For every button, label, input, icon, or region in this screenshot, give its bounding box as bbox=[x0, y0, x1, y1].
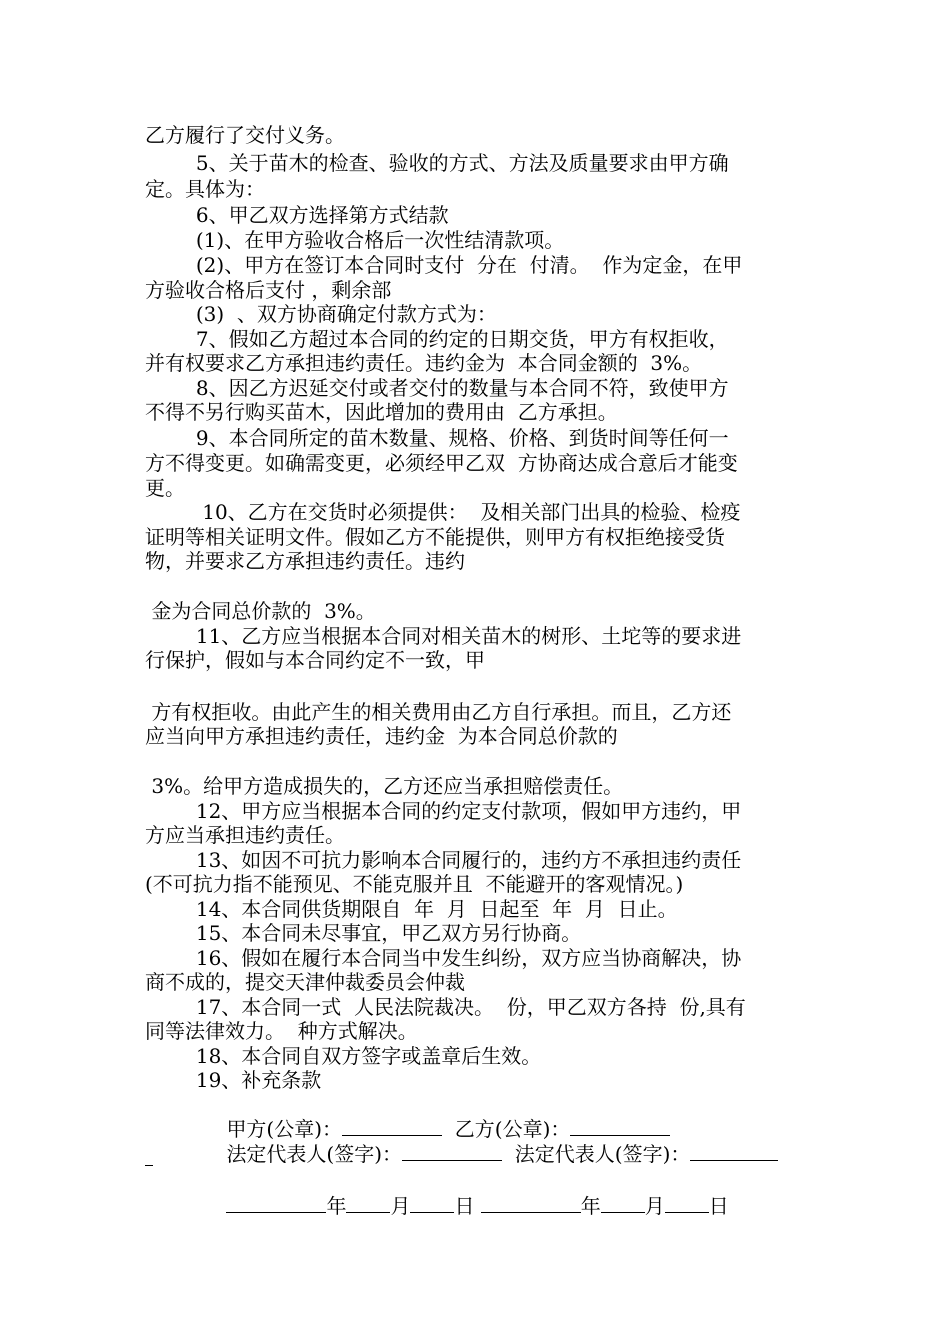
text-line: (2)、甲方在签订本合同时支付 分在 付清。 作为定金，在甲 bbox=[145, 253, 743, 277]
text-line: 商不成的，提交天津仲裁委员会仲裁 bbox=[145, 970, 465, 994]
day-label-a: 日 bbox=[454, 1194, 475, 1218]
text-line: 5、关于苗木的检查、验收的方式、方法及质量要求由甲方确 bbox=[145, 151, 729, 175]
party-a-rep-label: 法定代表人(签字)： bbox=[226, 1142, 403, 1166]
text-line: 并有权要求乙方承担违约责任。违约金为 本合同金额的 3%。 bbox=[145, 351, 703, 375]
party-a-rep-blank bbox=[402, 1142, 502, 1161]
text-line: 金为合同总价款的 3%。 bbox=[145, 599, 376, 623]
text-line: 14、本合同供货期限自 年 月 日起至 年 月 日止。 bbox=[145, 897, 678, 921]
day-label-b: 日 bbox=[708, 1194, 729, 1218]
year-label-b: 年 bbox=[580, 1194, 601, 1218]
text-line: 12、甲方应当根据本合同的约定支付款项，假如甲方违约，甲 bbox=[145, 799, 742, 823]
text-line: 方不得变更。如确需变更，必须经甲乙双 方协商达成合意后才能变 bbox=[145, 451, 738, 475]
text-line: 13、如因不可抗力影响本合同履行的，违约方不承担违约责任 bbox=[145, 848, 742, 872]
text-line: 17、本合同一式 人民法院裁决。 份，甲乙双方各持 份,具有 bbox=[145, 995, 746, 1019]
year-blank-a bbox=[226, 1194, 326, 1213]
month-blank-b bbox=[601, 1194, 645, 1213]
day-blank-b bbox=[665, 1194, 709, 1213]
text-line: (不可抗力指不能预见、不能克服并且 不能避开的客观情况。) bbox=[145, 872, 684, 896]
text-line: 方验收合格后支付 ，剩余部 bbox=[145, 278, 392, 302]
text-line: 应当向甲方承担违约责任，违约金 为本合同总价款的 bbox=[145, 724, 618, 748]
month-blank-a bbox=[346, 1194, 390, 1213]
text-line: 物，并要求乙方承担违约责任。违约 bbox=[145, 549, 465, 573]
day-blank-a bbox=[410, 1194, 454, 1213]
text-line: (1)、在甲方验收合格后一次性结清款项。 bbox=[145, 228, 565, 252]
date-line bbox=[201, 1170, 729, 1242]
text-line: 3%。给甲方造成损失的，乙方还应当承担赔偿责任。 bbox=[145, 774, 624, 798]
text-line: 11、乙方应当根据本合同对相关苗木的树形、土坨等的要求进 bbox=[145, 624, 742, 648]
text-line: 同等法律效力。 种方式解决。 bbox=[145, 1019, 418, 1043]
text-line: 行保护，假如与本合同约定不一致，甲 bbox=[145, 648, 485, 672]
text-line: 7、假如乙方超过本合同的约定的日期交货，甲方有权拒收， bbox=[145, 327, 729, 351]
month-label-b: 月 bbox=[644, 1194, 665, 1218]
text-line: 19、补充条款 bbox=[145, 1068, 322, 1092]
party-b-rep-label: 法定代表人(签字)： bbox=[514, 1142, 691, 1166]
text-line: 更。 bbox=[145, 476, 185, 500]
party-b-rep-blank bbox=[690, 1142, 778, 1161]
text-line: 8、因乙方迟延交付或者交付的数量与本合同不符，致使甲方 bbox=[145, 376, 729, 400]
text-line: 10、乙方在交货时必须提供： 及相关部门出具的检验、检疫 bbox=[145, 500, 741, 524]
party-b-seal-label: 乙方(公章)： bbox=[454, 1117, 571, 1141]
year-label-a: 年 bbox=[326, 1194, 347, 1218]
text-line: 定。具体为： bbox=[145, 177, 265, 201]
text-line: 证明等相关证明文件。假如乙方不能提供，则甲方有权拒绝接受货 bbox=[145, 525, 725, 549]
text-line: 不得不另行购买苗木，因此增加的费用由 乙方承担。 bbox=[145, 400, 618, 424]
text-line: 18、本合同自双方签字或盖章后生效。 bbox=[145, 1044, 542, 1068]
month-label-a: 月 bbox=[390, 1194, 411, 1218]
text-line: 方应当承担违约责任。 bbox=[145, 823, 345, 847]
text-line: 15、本合同未尽事宜，甲乙双方另行协商。 bbox=[145, 921, 582, 945]
text-line: 16、假如在履行本合同当中发生纠纷，双方应当协商解决，协 bbox=[145, 946, 742, 970]
text-line: 9、本合同所定的苗木数量、规格、价格、到货时间等任何一 bbox=[145, 426, 729, 450]
party-a-seal-label: 甲方(公章)： bbox=[226, 1117, 343, 1141]
text-line: 方有权拒收。由此产生的相关费用由乙方自行承担。而且，乙方还 bbox=[145, 700, 732, 724]
stray-dash bbox=[145, 1165, 153, 1166]
text-line: (3) 、双方协商确定付款方式为： bbox=[145, 302, 497, 326]
year-blank-b bbox=[481, 1194, 581, 1213]
text-line: 乙方履行了交付义务。 bbox=[145, 123, 345, 147]
text-line: 6、甲乙双方选择第方式结款 bbox=[145, 203, 449, 227]
